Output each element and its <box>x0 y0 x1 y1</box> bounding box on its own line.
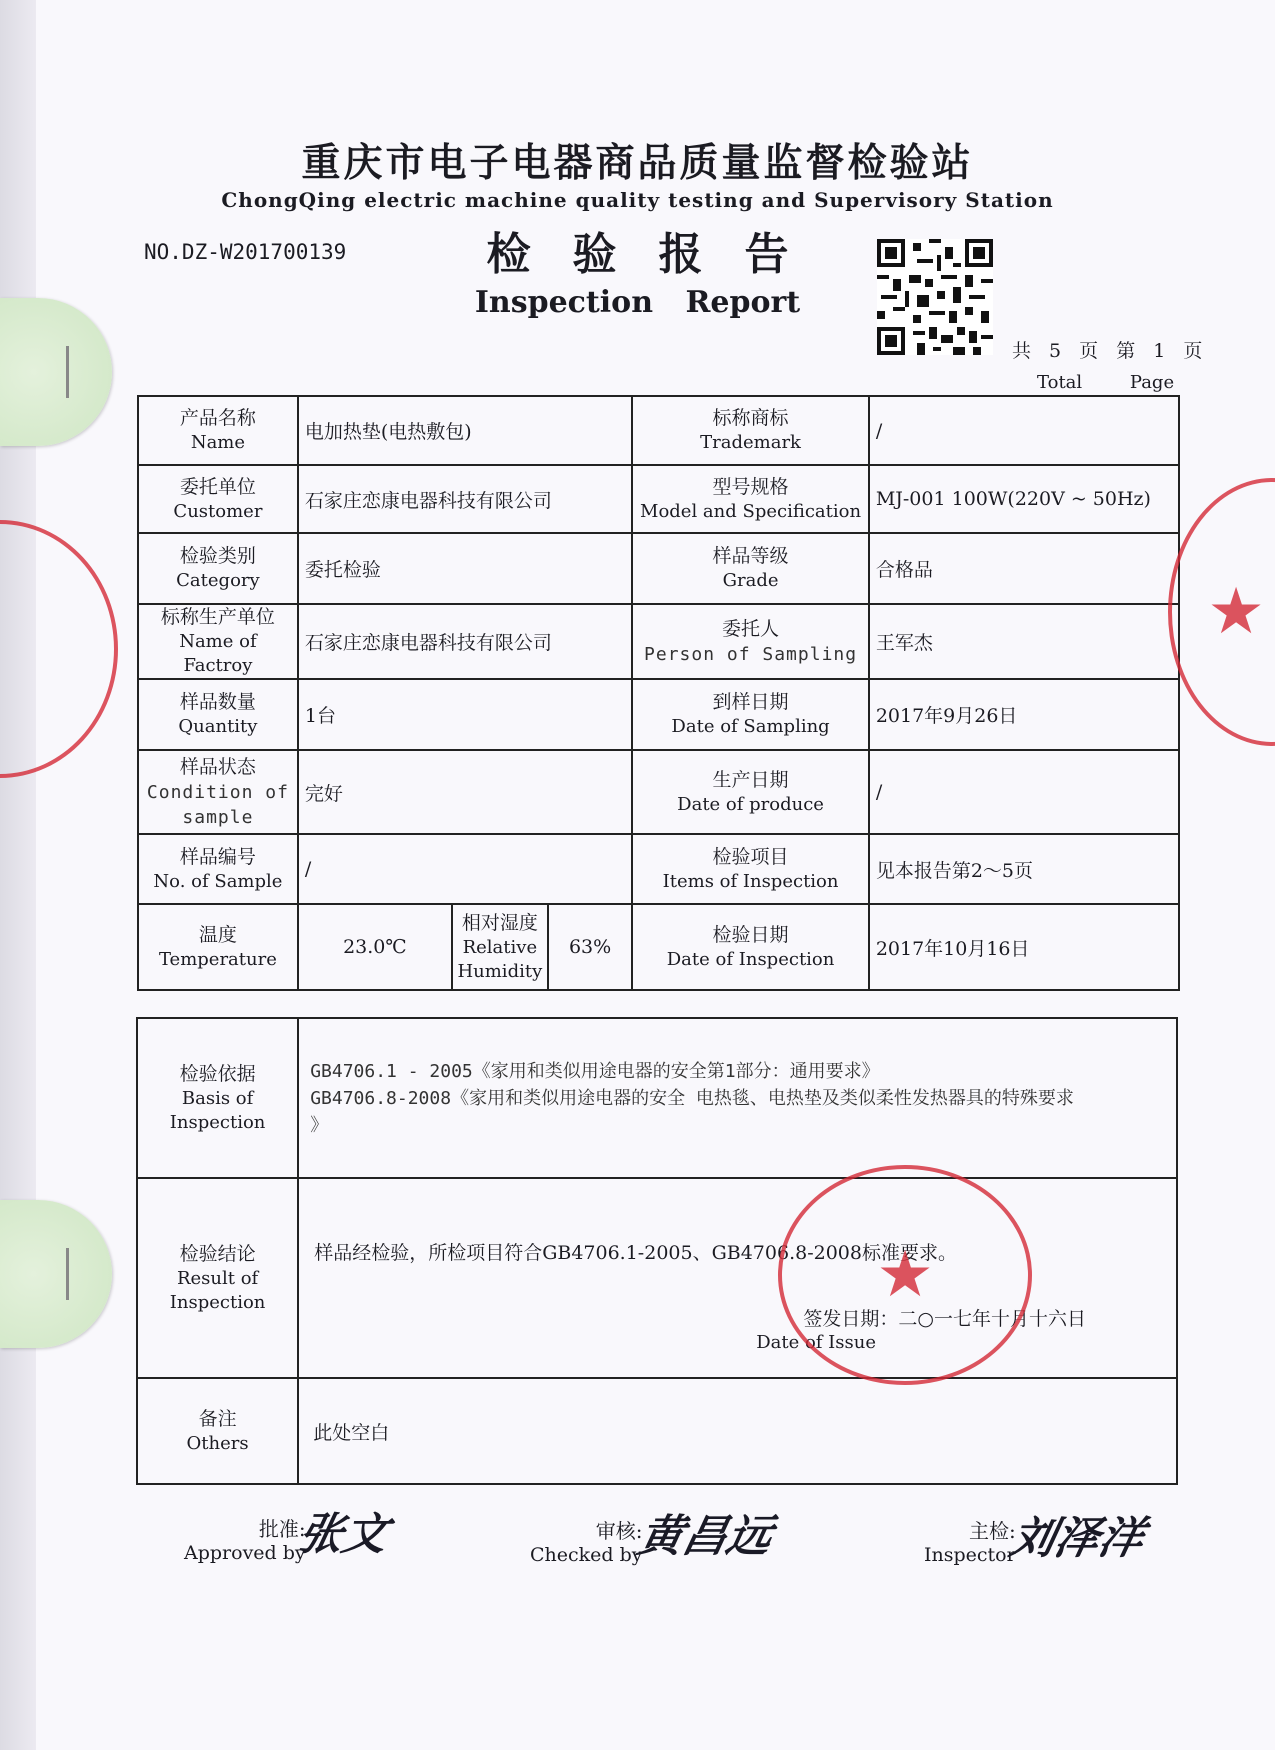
value-temperature: 23.0℃ <box>299 905 452 989</box>
others-row <box>137 1378 1177 1484</box>
report-title-cn: 检验报告 <box>486 229 831 280</box>
issue-date-en: Date of Issue <box>756 1332 877 1353</box>
label-date-inspection: 检验日期 Date of Inspection <box>632 904 869 990</box>
org-title-cn: 重庆市电子电器商品质量监督检验站 <box>301 141 974 186</box>
basis-line: GB4706.8-2008《家用和类似用途电器的安全 电热毯、电热垫及类似柔性发热器具的特殊要求 <box>310 1087 1074 1109</box>
value-condition: 完好 <box>298 750 632 834</box>
label-customer: 委托单位 Customer <box>138 465 298 533</box>
value-model: MJ-001 100W(220V ~ 50Hz) <box>869 465 1179 533</box>
qr-code-icon <box>877 238 993 356</box>
page-count-en: Total Page <box>1037 372 1175 393</box>
label-temperature: 温度 Temperature <box>138 904 298 990</box>
seal-star-icon: ★ <box>876 1238 934 1312</box>
info-row <box>138 834 1179 904</box>
value-customer: 石家庄恋康电器科技有限公司 <box>298 465 632 533</box>
label-model: 型号规格 Model and Specification <box>632 465 869 533</box>
label-date-produce: 生产日期 Date of produce <box>632 750 869 834</box>
inspector-signature: 刘泽洋 <box>1005 1513 1149 1564</box>
label-items: 检验项目 Items of Inspection <box>632 834 869 904</box>
label-category: 检验类别 Category <box>138 533 298 604</box>
report-number: NO.DZ-W201700139 <box>144 240 347 264</box>
label-humidity: 相对湿度 Relative Humidity <box>452 905 548 989</box>
label-grade: 样品等级 Grade <box>632 533 869 604</box>
result-cell <box>298 1178 1177 1378</box>
page-count-cn: 共 5 页 第 1 页 <box>1012 340 1209 362</box>
value-sample-no: / <box>298 834 632 904</box>
approved-signature: 张文 <box>293 1509 393 1560</box>
others-text: 此处空白 <box>298 1378 1177 1484</box>
label-trademark: 标称商标 Trademark <box>632 396 869 465</box>
info-row <box>138 904 1179 990</box>
label-sample-no: 样品编号 No. of Sample <box>138 834 298 904</box>
value-humidity: 63% <box>568 936 612 958</box>
label-others: 备注 Others <box>137 1378 298 1484</box>
label-basis: 检验依据 Basis of Inspection <box>137 1018 298 1178</box>
info-row <box>138 604 1179 679</box>
value-date-inspection: 2017年10月16日 <box>869 904 1179 990</box>
value-name: 电加热垫(电热敷包) <box>298 396 632 465</box>
value-quantity: 1台 <box>298 679 632 750</box>
label-sampler: 委托人 Person of Sampling <box>632 604 869 679</box>
label-result: 检验结论 Result of Inspection <box>137 1178 298 1378</box>
report-title-en: Inspection Report <box>474 285 801 320</box>
info-row <box>138 679 1179 750</box>
info-row <box>138 750 1179 834</box>
checked-label: 审核: Checked by <box>530 1519 643 1566</box>
official-seal-main <box>778 1165 1032 1385</box>
inspector-label: 主检: Inspector <box>924 1519 1016 1566</box>
value-factory: 石家庄恋康电器科技有限公司 <box>298 604 632 679</box>
info-row <box>138 533 1179 604</box>
value-date-produce: / <box>869 750 1179 834</box>
org-title-en: ChongQing electric machine quality testing and Supervisory Station <box>221 188 1054 212</box>
basis-line: 》 <box>310 1114 329 1136</box>
value-sampler: 王军杰 <box>869 604 1179 679</box>
info-row <box>138 396 1179 465</box>
value-trademark: / <box>869 396 1179 465</box>
label-date-sampling: 到样日期 Date of Sampling <box>632 679 869 750</box>
info-table <box>137 395 1180 991</box>
value-date-sampling: 2017年9月26日 <box>869 679 1179 750</box>
checked-signature: 黄昌远 <box>633 1511 777 1562</box>
value-items: 见本报告第2～5页 <box>869 834 1179 904</box>
temperature-humidity-subtable <box>299 905 631 989</box>
temperature-humidity-cell <box>298 904 632 990</box>
info-row <box>138 465 1179 533</box>
seal-star-icon: ★ <box>1207 575 1265 649</box>
label-name: 产品名称 Name <box>138 396 298 465</box>
value-category: 委托检验 <box>298 533 632 604</box>
basis-line: GB4706.1 - 2005《家用和类似用途电器的安全第1部分：通用要求》 <box>310 1060 880 1082</box>
label-condition: 样品状态 Condition of sample <box>138 750 298 834</box>
approved-label: 批准: Approved by <box>184 1517 306 1564</box>
basis-row <box>137 1018 1177 1178</box>
label-quantity: 样品数量 Quantity <box>138 679 298 750</box>
value-grade: 合格品 <box>869 533 1179 604</box>
label-factory: 标称生产单位 Name of Factroy <box>138 604 298 679</box>
basis-text <box>298 1018 1177 1178</box>
result-text: 样品经检验，所检项目符合GB4706.1-2005、GB4706.8-2008标准要求。 <box>314 1242 957 1264</box>
issue-date-cn: 签发日期：二○一七年十月十六日 <box>803 1308 1086 1330</box>
